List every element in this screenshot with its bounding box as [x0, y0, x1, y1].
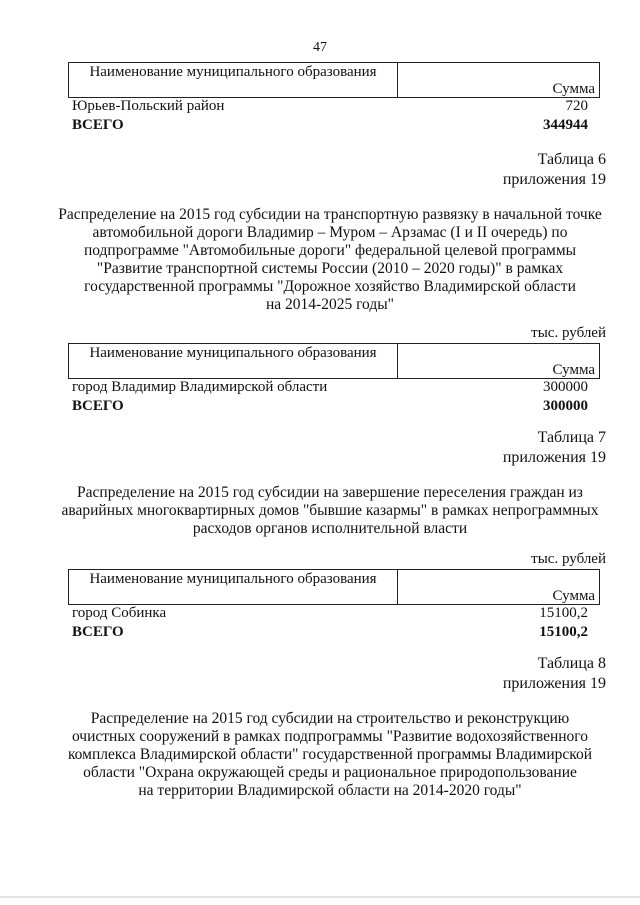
- heading-line: расходов органов исполнительной власти: [192, 520, 468, 537]
- table-row: [68, 379, 600, 396]
- table7-caption: [503, 428, 606, 468]
- total-row: [68, 622, 600, 642]
- table-row: [68, 98, 600, 115]
- heading-line: автомобильной дороги Владимир – Муром – Арзамас (I и II очередь) по: [92, 224, 568, 241]
- table6-unit: тыс. рублей: [531, 325, 606, 341]
- table-header: [68, 343, 600, 379]
- caption-line: приложения 19: [502, 171, 606, 188]
- heading-line: на территории Владимирской области на 2014-2020 годы": [138, 782, 522, 799]
- table6: [68, 343, 600, 416]
- heading-line: области "Охрана окружающей среды и рациональное природопользование: [83, 764, 577, 781]
- row-value: 720: [565, 98, 588, 114]
- header-name: Наименование муниципального образования: [69, 570, 398, 604]
- table8-caption: [503, 654, 606, 694]
- total-value: 15100,2: [539, 624, 588, 640]
- total-row: [68, 396, 600, 416]
- heading-line: Распределение на 2015 год субсидии на транспортную развязку в начальной точке: [58, 206, 602, 223]
- table6-heading: [40, 206, 620, 314]
- table-prev: [68, 62, 600, 135]
- total-label: ВСЕГО: [72, 398, 124, 414]
- header-name: Наименование муниципального образования: [69, 63, 398, 97]
- heading-line: на 2014-2025 годы": [266, 296, 394, 313]
- caption-line: приложения 19: [502, 449, 606, 466]
- table-header: [68, 62, 600, 98]
- page-number: 47: [313, 40, 327, 55]
- header-sum: Сумма: [552, 81, 595, 97]
- row-name: город Владимир Владимирской области: [72, 379, 328, 395]
- heading-line: аварийных многоквартирных домов "бывшие казармы" в рамках непрограммных: [61, 502, 599, 519]
- table7-unit: тыс. рублей: [531, 551, 606, 567]
- header-sum: Сумма: [552, 588, 595, 604]
- caption-line: Таблица 8: [537, 655, 606, 672]
- scan-edge: [0, 896, 640, 898]
- row-value: 300000: [543, 379, 588, 395]
- heading-line: очистных сооружений в рамках подпрограммы "Развитие водохозяйственного: [71, 728, 589, 745]
- table6-caption: [503, 150, 606, 190]
- total-value: 344944: [543, 117, 588, 133]
- table8-heading: [40, 710, 620, 800]
- total-label: ВСЕГО: [72, 624, 124, 640]
- heading-line: комплекса Владимирской области" государственной программы Владимирской: [67, 746, 593, 763]
- header-name: Наименование муниципального образования: [69, 344, 398, 378]
- heading-line: Распределение на 2015 год субсидии на завершение переселения граждан из: [77, 484, 583, 501]
- table-row: [68, 605, 600, 622]
- caption-line: Таблица 7: [537, 429, 606, 446]
- heading-line: "Развитие транспортной системы России (2010 – 2020 годы)" в рамках: [96, 260, 564, 277]
- row-value: 15100,2: [539, 605, 588, 621]
- total-row: [68, 115, 600, 135]
- heading-line: Распределение на 2015 год субсидии на строительство и реконструкцию: [90, 710, 570, 727]
- heading-line: государственной программы "Дорожное хозяйство Владимирской области: [84, 278, 576, 295]
- caption-line: приложения 19: [502, 675, 606, 692]
- table7: [68, 569, 600, 642]
- total-value: 300000: [543, 398, 588, 414]
- total-label: ВСЕГО: [72, 117, 124, 133]
- caption-line: Таблица 6: [537, 151, 606, 168]
- table7-heading: [40, 484, 620, 538]
- heading-line: подпрограмме "Автомобильные дороги" федеральной целевой программы: [83, 242, 577, 259]
- row-name: Юрьев-Польский район: [72, 98, 225, 114]
- header-sum: Сумма: [552, 362, 595, 378]
- table-header: [68, 569, 600, 605]
- row-name: город Собинка: [72, 605, 167, 621]
